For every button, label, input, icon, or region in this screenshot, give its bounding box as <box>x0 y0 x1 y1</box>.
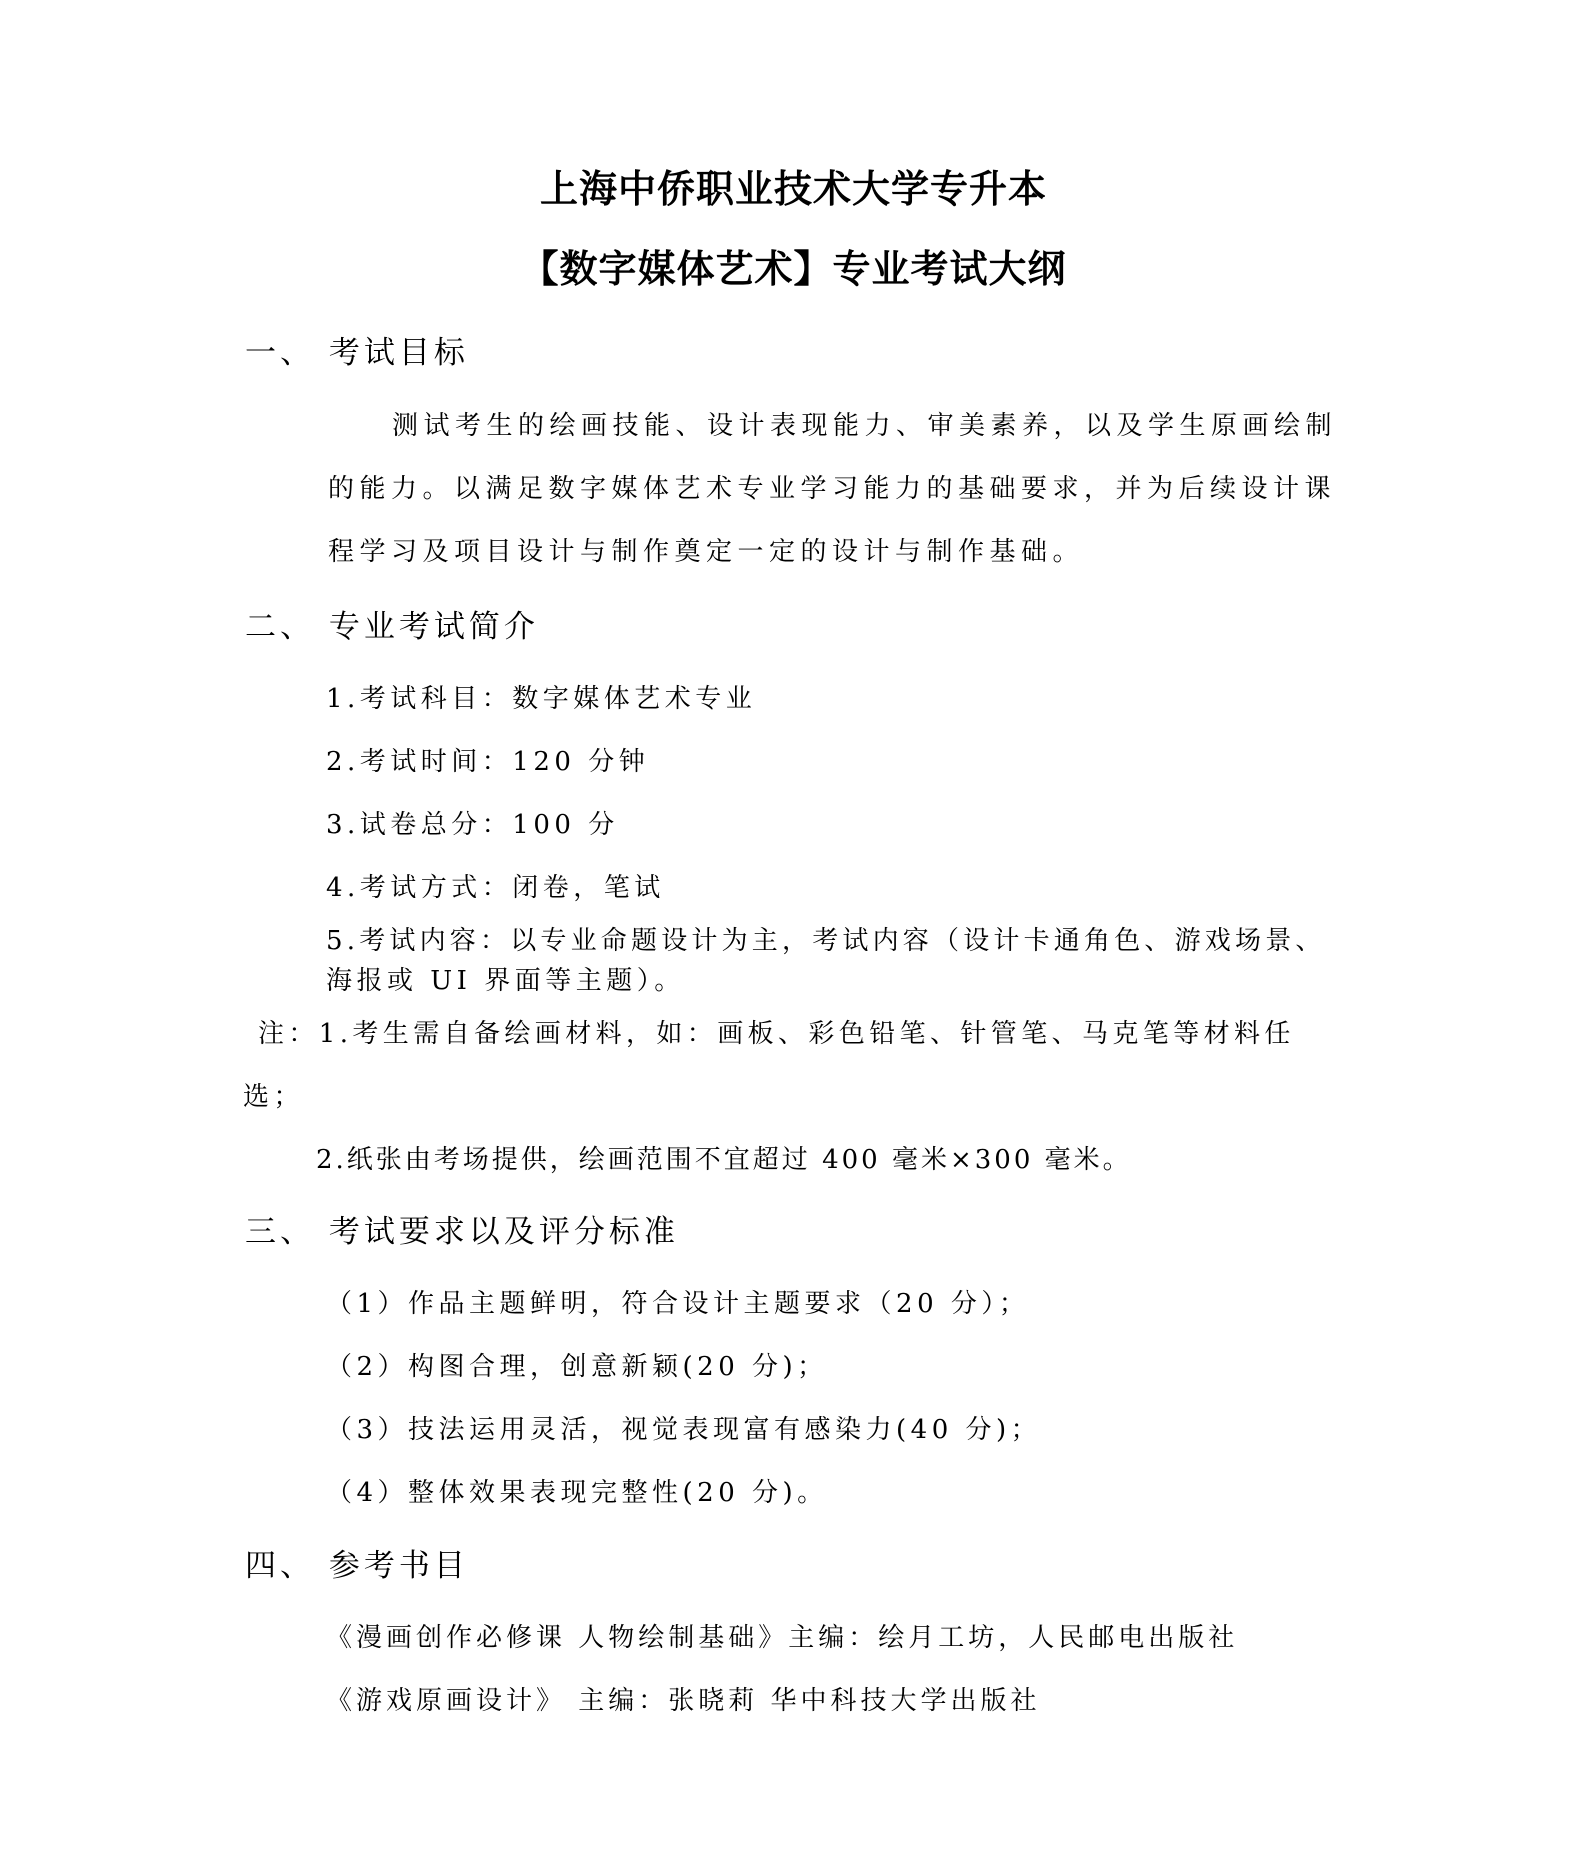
list-item: 海报或 UI 界面等主题）。 <box>326 966 685 996</box>
list-item: （1）作品主题鲜明，符合设计主题要求（20 分）； <box>326 1289 1030 1319</box>
paragraph-line: 的能力。以满足数字媒体艺术专业学习能力的基础要求，并为后续设计课 <box>328 474 1337 504</box>
list-item: 3.试卷总分：100 分 <box>326 810 619 840</box>
reference-book: 《漫画创作必修课 人物绘制基础》主编：绘月工坊，人民邮电出版社 <box>326 1623 1239 1653</box>
note-line: 2.纸张由考场提供，绘画范围不宜超过 400 毫米×300 毫米。 <box>316 1145 1132 1175</box>
document-title-line1: 上海中侨职业技术大学专升本 <box>539 167 1047 211</box>
reference-book: 《游戏原画设计》 主编：张晓莉 华中科技大学出版社 <box>326 1686 1041 1716</box>
section-heading-exam-goals: 一、 考试目标 <box>245 335 469 371</box>
list-item: （2）构图合理，创意新颖(20 分)； <box>326 1352 828 1382</box>
list-item: 1.考试科目：数字媒体艺术专业 <box>326 684 757 714</box>
list-item: （3）技法运用灵活，视觉表现富有感染力(40 分)； <box>326 1415 1042 1445</box>
list-item: 2.考试时间：120 分钟 <box>326 747 650 777</box>
paragraph-line: 程学习及项目设计与制作奠定一定的设计与制作基础。 <box>328 537 1085 567</box>
list-item: （4）整体效果表现完整性(20 分)。 <box>326 1478 828 1508</box>
section-heading-requirements: 三、 考试要求以及评分标准 <box>245 1214 679 1250</box>
paragraph-line: 测试考生的绘画技能、设计表现能力、审美素养，以及学生原画绘制 <box>392 411 1338 441</box>
list-item: 5.考试内容：以专业命题设计为主，考试内容（设计卡通角色、游戏场景、 <box>326 926 1326 956</box>
section-heading-references: 四、 参考书目 <box>245 1548 469 1584</box>
note-line: 选； <box>243 1082 305 1112</box>
document-title-line2: 【数字媒体艺术】专业考试大纲 <box>520 247 1067 291</box>
note-line: 注：1.考生需自备绘画材料，如：画板、彩色铅笔、针管笔、马克笔等材料任 <box>258 1019 1295 1049</box>
list-item: 4.考试方式：闭卷，笔试 <box>326 873 665 903</box>
section-heading-exam-intro: 二、 专业考试简介 <box>245 609 539 645</box>
